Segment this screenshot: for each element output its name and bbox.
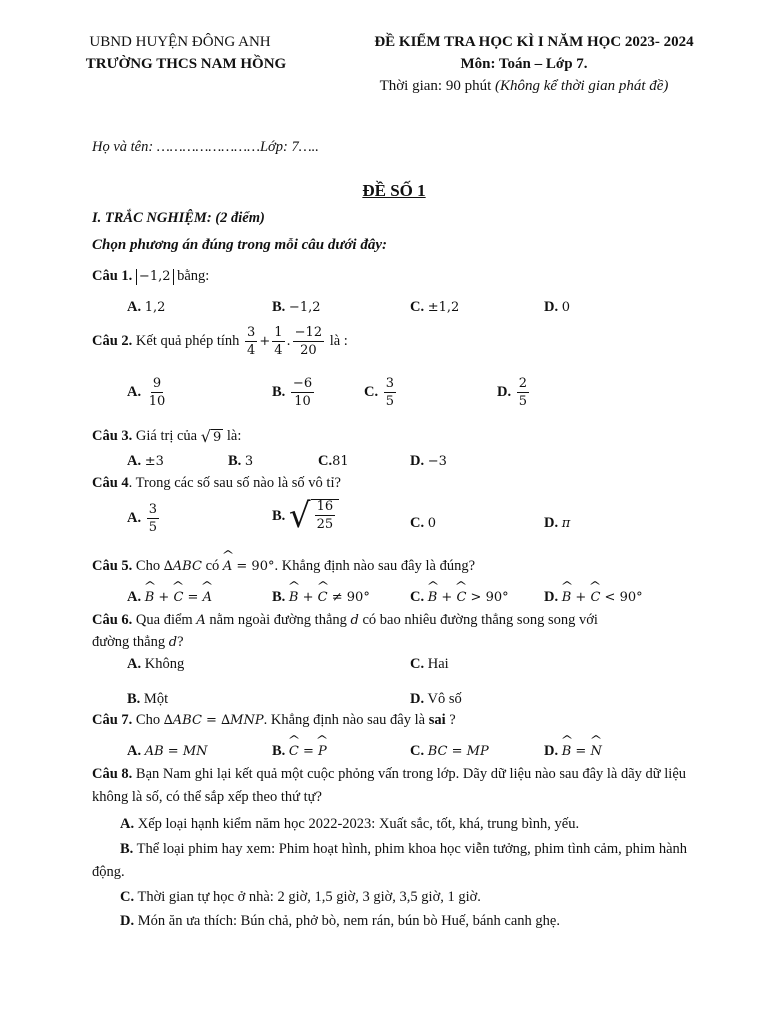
time-label: Thời gian: 90 phút xyxy=(379,78,496,94)
question-label: Câu 1. xyxy=(92,268,133,284)
option-key: D. xyxy=(410,453,425,469)
emphasis-word: sai xyxy=(428,712,446,728)
exam-title: ĐỀ KIỂM TRA HỌC KÌ I NĂM HỌC 2023- 2024 xyxy=(374,34,694,50)
operator: + xyxy=(154,590,174,605)
option-value: −3 xyxy=(427,454,447,469)
relation: = xyxy=(183,590,203,605)
denominator: 4 xyxy=(247,343,256,358)
angle: ^ A xyxy=(203,590,212,605)
question-text: bằng: xyxy=(173,268,210,284)
fraction xyxy=(245,326,257,357)
question-label: Câu 4 xyxy=(92,475,129,491)
option-value: 3 xyxy=(244,454,254,469)
angle-value: = 90° xyxy=(232,559,275,574)
option-key: C. xyxy=(120,889,135,905)
question-text: . Khẳng định nào sau đây là xyxy=(263,712,429,728)
square-root: √ $\frac{16}{25}$ xyxy=(289,499,339,533)
option-key: B. xyxy=(272,507,286,524)
operator: + xyxy=(298,590,318,605)
question-text: Kết quả phép tính xyxy=(132,333,244,349)
relation: ≠ xyxy=(327,590,347,605)
angle-value: 90° xyxy=(619,590,643,605)
question-6-line2 xyxy=(92,634,184,651)
q8-option-d[interactable] xyxy=(92,910,712,933)
option-value: 1,2 xyxy=(144,300,166,315)
angle: ^ B xyxy=(562,590,572,605)
option-value: ±3 xyxy=(144,454,164,469)
question-label: Câu 3. xyxy=(92,428,133,444)
angle: ^ C xyxy=(173,590,183,605)
angle: ^ C xyxy=(318,590,328,605)
question-label: Câu 5. xyxy=(92,558,133,574)
question-text: Cho xyxy=(132,558,164,574)
question-text: có xyxy=(201,558,223,574)
q5-option-b[interactable] xyxy=(272,589,370,606)
q3-option-a[interactable] xyxy=(127,453,164,470)
fraction xyxy=(315,500,336,531)
fraction xyxy=(384,377,396,408)
question-label: Câu 8. xyxy=(92,766,133,782)
question-label: Câu 6. xyxy=(92,612,133,628)
q3-option-c[interactable] xyxy=(318,453,349,470)
q2-option-b[interactable] xyxy=(272,377,316,408)
q8-option-c[interactable] xyxy=(92,886,712,909)
numerator: 3 xyxy=(385,376,395,391)
question-6 xyxy=(92,612,598,629)
question-text: có bao nhiêu đường thẳng song song với xyxy=(358,612,598,628)
option-key: C. xyxy=(410,656,425,672)
q2-option-d[interactable] xyxy=(497,377,531,408)
q5-option-a[interactable] xyxy=(127,589,212,606)
denominator: 10 xyxy=(148,394,166,409)
question-4 xyxy=(92,475,341,492)
option-value: Thời gian tự học ở nhà: 2 giờ, 1,5 giờ, 3 giờ, 3,5 giờ, 1 giờ. xyxy=(134,889,481,905)
triangle: ∆ABC xyxy=(163,559,202,574)
denominator: 4 xyxy=(274,343,283,358)
option-key: B. xyxy=(120,841,134,857)
q6-option-c[interactable] xyxy=(410,656,449,673)
question-2 xyxy=(92,326,348,357)
question-7 xyxy=(92,712,456,729)
denominator: 25 xyxy=(316,517,334,532)
operator: + xyxy=(571,590,591,605)
q1-option-a[interactable] xyxy=(127,299,165,316)
fraction xyxy=(272,326,284,357)
q3-option-d[interactable] xyxy=(410,453,447,470)
option-key: B. xyxy=(228,453,242,469)
numerator: 9 xyxy=(152,376,162,391)
option-key: D. xyxy=(544,299,559,315)
question-5 xyxy=(92,558,475,575)
question-text: nằm ngoài đường thẳng xyxy=(205,612,351,628)
denominator: 10 xyxy=(294,394,311,409)
option-key: A. xyxy=(127,384,142,400)
fraction xyxy=(293,326,324,357)
q7-option-c[interactable] xyxy=(410,743,489,760)
option-key: D. xyxy=(544,743,559,759)
relation: > xyxy=(466,590,486,605)
question-text: đường thẳng xyxy=(92,634,169,650)
question-text: Bạn Nam ghi lại kết quả một cuộc phỏng vấn trong lớp. Dãy dữ liệu nào sau đây là dãy dữ liệu không là số, có thể sắp xếp theo thứ tự? xyxy=(92,766,687,805)
option-key: C. xyxy=(318,453,333,469)
angle: ^ B xyxy=(145,590,155,605)
q2-option-a[interactable] xyxy=(127,377,169,408)
question-text: ? xyxy=(445,712,456,728)
q1-option-d[interactable] xyxy=(544,299,570,316)
operator: + xyxy=(437,590,457,605)
q5-option-d[interactable] xyxy=(544,589,643,606)
school-name: TRƯỜNG THCS NAM HỒNG xyxy=(85,56,287,72)
q4-option-a[interactable] xyxy=(127,503,161,534)
option-value: −1,2 xyxy=(288,300,321,315)
option-value: Thể loại phim hay xem: Phim hoạt hình, phim khoa học viễn tưởng, phim tình cảm, phim hành động. xyxy=(92,841,688,880)
angle: ^ C xyxy=(289,744,299,759)
congruence-expression: ∆ABC = ∆MNP xyxy=(163,713,264,728)
q4-option-c[interactable] xyxy=(410,515,436,532)
option-value: ±1,2 xyxy=(427,300,460,315)
q2-option-c[interactable] xyxy=(364,377,398,408)
fraction xyxy=(291,377,314,408)
q7-option-a[interactable] xyxy=(127,743,208,760)
option-key: C. xyxy=(410,299,425,315)
exam-code: ĐỀ SỐ 1 xyxy=(362,181,426,200)
option-value: Một xyxy=(140,691,169,707)
angle: ^ C xyxy=(456,590,466,605)
angle: ^ B xyxy=(562,744,572,759)
option-key: D. xyxy=(120,913,135,929)
option-key: A. xyxy=(127,656,142,672)
question-text: Qua điểm xyxy=(132,612,197,628)
exam-subject: Môn: Toán – Lớp 7. xyxy=(460,56,588,72)
numerator: 3 xyxy=(148,502,158,517)
numerator: 16 xyxy=(316,499,334,514)
exam-time xyxy=(380,78,669,95)
q6-option-d[interactable] xyxy=(410,691,462,708)
denominator: 5 xyxy=(518,394,528,409)
angle: ^ C xyxy=(590,590,600,605)
question-text: . Khẳng định nào sau đây là đúng? xyxy=(274,558,476,574)
radicand: 9 xyxy=(212,429,222,445)
question-text: ? xyxy=(177,634,184,650)
angle-value: 90° xyxy=(346,590,370,605)
fraction xyxy=(147,503,159,534)
time-note: (Không kể thời gian phát đề) xyxy=(495,78,669,94)
angle: ^ N xyxy=(590,744,601,759)
question-8 xyxy=(92,763,712,809)
question-text: Giá trị của xyxy=(132,428,201,444)
q7-option-d[interactable] xyxy=(544,743,602,760)
q8-option-b[interactable] xyxy=(92,838,712,884)
option-key: A. xyxy=(120,816,135,832)
option-value: π xyxy=(561,516,571,531)
option-key: C. xyxy=(410,589,425,605)
relation: = xyxy=(571,744,591,759)
option-value: Món ăn ưa thích: Bún chả, phở bò, nem rán, bún bò Huế, bánh canh ghẹ. xyxy=(134,913,560,929)
option-value: 81 xyxy=(332,454,349,469)
question-3 xyxy=(92,428,241,445)
option-key: C. xyxy=(364,384,379,400)
option-key: D. xyxy=(410,691,425,707)
option-key: B. xyxy=(272,299,286,315)
option-value: 0 xyxy=(561,300,571,315)
relation: = xyxy=(298,744,319,759)
option-key: B. xyxy=(272,589,286,605)
option-key: D. xyxy=(544,589,559,605)
line: d xyxy=(350,613,359,628)
option-key: A. xyxy=(127,510,142,526)
option-key: D. xyxy=(497,384,512,400)
option-key: B. xyxy=(272,743,286,759)
q8-option-a[interactable] xyxy=(92,813,712,836)
section-title: I. TRẮC NGHIỆM: (2 điểm) xyxy=(92,210,265,226)
school-district: UBND HUYỆN ĐÔNG ANH xyxy=(89,34,271,50)
student-info-line: Họ và tên: ……………………Lớp: 7….. xyxy=(92,139,319,155)
numerator: 1 xyxy=(274,325,283,340)
q4-option-b[interactable] xyxy=(272,496,339,536)
option-key: C. xyxy=(410,743,425,759)
q3-option-b[interactable] xyxy=(228,453,253,470)
question-text: là : xyxy=(326,333,348,349)
question-text: là: xyxy=(223,428,242,444)
option-key: B. xyxy=(272,384,286,400)
fraction xyxy=(517,377,529,408)
option-value: AB = MN xyxy=(144,744,208,759)
q4-option-d[interactable] xyxy=(544,515,570,532)
relation: < xyxy=(600,590,620,605)
line: d xyxy=(168,635,178,650)
option-value: Vô số xyxy=(424,691,462,707)
question-label: Câu 7. xyxy=(92,712,133,728)
question-text: . Trong các số sau số nào là số vô tỉ? xyxy=(128,475,341,491)
question-text: Cho xyxy=(132,712,164,728)
option-key: A. xyxy=(127,589,142,605)
angle: ^ A xyxy=(223,559,232,574)
q6-option-b[interactable] xyxy=(127,691,168,708)
operator: . xyxy=(286,334,291,349)
q1-option-c[interactable] xyxy=(410,299,459,316)
q1-option-b[interactable] xyxy=(272,299,321,316)
option-key: D. xyxy=(544,515,559,531)
option-value: Hai xyxy=(424,656,449,672)
option-key: B. xyxy=(127,691,141,707)
numerator: 2 xyxy=(518,376,528,391)
square-root: √ 9 xyxy=(200,426,222,446)
angle: ^ B xyxy=(428,590,438,605)
denominator: 20 xyxy=(300,343,317,358)
angle-value: 90° xyxy=(485,590,509,605)
option-value: Xếp loại hạnh kiểm năm học 2022-2023: Xuất sắc, tốt, khá, trung bình, yếu. xyxy=(134,816,580,832)
numerator: 3 xyxy=(247,325,256,340)
fraction xyxy=(147,377,168,408)
q7-option-b[interactable] xyxy=(272,743,327,760)
abs-expression: −1,2 xyxy=(136,269,174,285)
denominator: 5 xyxy=(148,520,158,535)
operator: + xyxy=(259,334,271,349)
section-instruction: Chọn phương án đúng trong mỗi câu dưới đây: xyxy=(92,237,387,253)
question-label: Câu 2. xyxy=(92,333,133,349)
angle: ^ P xyxy=(318,744,327,759)
option-value: BC = MP xyxy=(427,744,489,759)
point: A xyxy=(196,613,206,628)
option-key: A. xyxy=(127,743,142,759)
numerator: −12 xyxy=(294,325,323,340)
denominator: 5 xyxy=(385,394,395,409)
option-key: A. xyxy=(127,453,142,469)
option-value: 0 xyxy=(427,516,437,531)
numerator: −6 xyxy=(292,376,313,391)
q6-option-a[interactable] xyxy=(127,656,184,673)
option-key: C. xyxy=(410,515,425,531)
question-1 xyxy=(92,268,209,285)
q5-option-c[interactable] xyxy=(410,589,509,606)
option-value: Không xyxy=(141,656,185,672)
angle: ^ B xyxy=(289,590,299,605)
option-key: A. xyxy=(127,299,142,315)
